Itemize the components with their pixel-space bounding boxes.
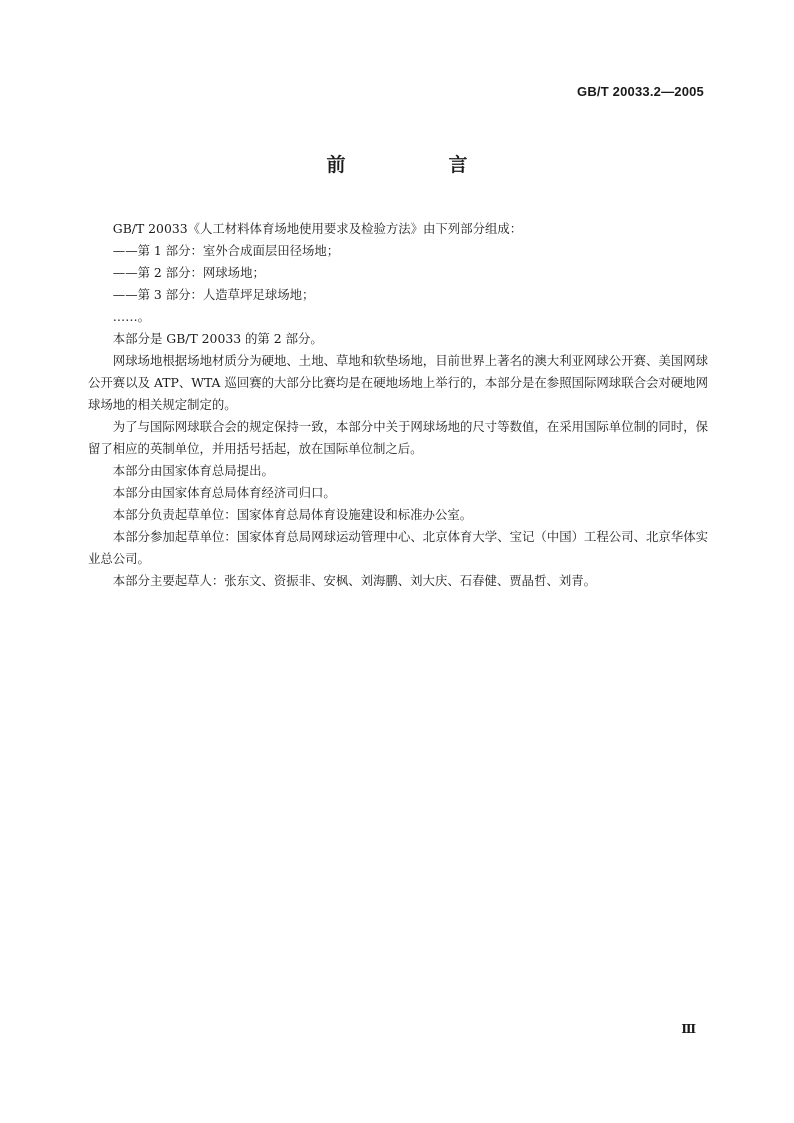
- list-item-part-2: ——第 2 部分：网球场地；: [112, 265, 265, 280]
- paragraph-part-statement: 本部分是 GB/T 20033 的第 2 部分。: [112, 331, 323, 346]
- paragraph-administrator: 本部分由国家体育总局体育经济司归口。: [112, 485, 336, 500]
- paragraph-intro: GB/T 20033《人工材料体育场地使用要求及检验方法》由下列部分组成：: [112, 221, 523, 236]
- paragraph-main-drafters: 本部分主要起草人：张东文、资振非、安枫、刘海鹏、刘大庆、石春健、贾晶哲、刘青。: [112, 573, 597, 588]
- list-item-ellipsis: ……。: [112, 309, 150, 324]
- list-item-part-1: ——第 1 部分：室外合成面层田径场地；: [112, 243, 340, 258]
- paragraph-participating-drafters: 本部分参加起草单位：国家体育总局网球运动管理中心、北京体育大学、宝记（中国）工程公司、北京华体实业总公司。: [88, 529, 708, 566]
- paragraph-court-types: 网球场地根据场地材质分为硬地、土地、草地和软垫场地，目前世界上著名的澳大利亚网球公开赛、美国网球公开赛以及 ATP、WTA 巡回赛的大部分比赛均是在硬地场地上举行的，本部分是在参照国际网球联合会对硬地网球场地的相关规定制定的。: [88, 353, 708, 412]
- page-number: Ⅲ: [681, 1022, 696, 1036]
- page-title: 前 言: [326, 154, 510, 176]
- list-item-part-3: ——第 3 部分：人造草坪足球场地；: [112, 287, 315, 302]
- paragraph-responsible-drafter: 本部分负责起草单位：国家体育总局体育设施建设和标准办公室。: [112, 507, 473, 522]
- paragraph-units: 为了与国际网球联合会的规定保持一致，本部分中关于网球场地的尺寸等数值，在采用国际单位制的同时，保留了相应的英制单位，并用括号括起，放在国际单位制之后。: [88, 419, 708, 456]
- standard-code: GB/T 20033.2—2005: [577, 84, 704, 99]
- document-body: [88, 218, 708, 592]
- paragraph-proposer: 本部分由国家体育总局提出。: [112, 463, 274, 478]
